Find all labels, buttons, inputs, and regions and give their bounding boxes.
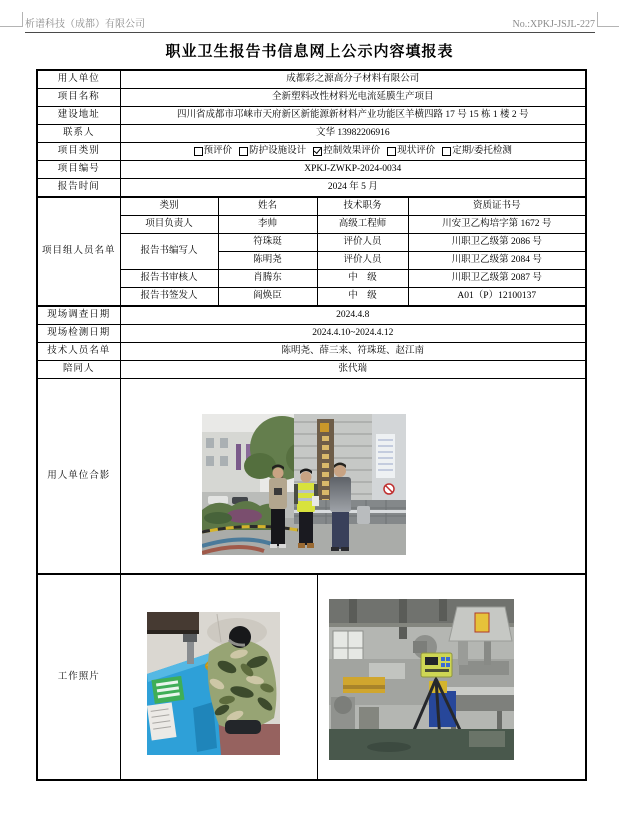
personnel-row-leader (37, 216, 586, 234)
row-work-photos (37, 574, 586, 780)
row-report-date (37, 179, 586, 198)
address-label: 建设地址 (37, 107, 120, 125)
category-option-control-effect (313, 146, 380, 157)
project-name-label: 项目名称 (37, 89, 120, 107)
checkbox-periodic-testing-label: 定期/委托检测 (452, 146, 512, 157)
checkbox-protective-design-icon (239, 147, 248, 156)
group-photo-image (202, 414, 406, 555)
checkbox-status-evaluation-icon (387, 147, 396, 156)
work-photo-right-image (329, 599, 514, 760)
category-option-protective-design (239, 146, 306, 157)
row-project-category (37, 143, 586, 161)
personnel-row-reviewer (37, 270, 586, 288)
testing-date-value: 2024.4.10~2024.4.12 (120, 325, 586, 343)
personnel-col-title: 技术职务 (317, 197, 408, 216)
header-company-name: 析谱科技（成都）有限公司 (25, 19, 145, 30)
personnel-cert: A01（P）12100137 (408, 288, 586, 307)
crop-mark-top-right-icon (597, 12, 619, 27)
work-photos-label: 工作照片 (37, 574, 120, 780)
personnel-category: 项目负责人 (120, 216, 218, 234)
personnel-cert: 川职卫乙级第 2084 号 (408, 252, 586, 270)
employer-label: 用人单位 (37, 70, 120, 89)
personnel-col-category: 类别 (120, 197, 218, 216)
report-date-label: 报告时间 (37, 179, 120, 198)
checkbox-pre-evaluation-icon (194, 147, 203, 156)
work-photo-left-image (147, 612, 280, 755)
row-contact (37, 125, 586, 143)
category-option-status-evaluation (387, 146, 435, 157)
category-checkbox-row (122, 146, 585, 157)
report-date-value: 2024 年 5 月 (120, 179, 586, 198)
address-value: 四川省成都市邛崃市天府新区新能源新材料产业功能区羊横四路 17 号 15 栋 1 楼 2 号 (120, 107, 586, 125)
project-number-value: XPKJ-ZWKP-2024-0034 (120, 161, 586, 179)
personnel-row-issuer (37, 288, 586, 307)
category-option-pre-evaluation (194, 146, 233, 157)
row-employer (37, 70, 586, 89)
employer-value: 成都彩之源高分子材料有限公司 (120, 70, 586, 89)
tech-staff-value: 陈明尧、薛三来、符珠珽、赵江南 (120, 343, 586, 361)
row-project-name (37, 89, 586, 107)
category-option-periodic-testing (442, 146, 512, 157)
project-category-value (120, 143, 586, 161)
personnel-title: 高级工程师 (317, 216, 408, 234)
checkbox-periodic-testing-icon (442, 147, 451, 156)
row-project-number (37, 161, 586, 179)
row-tech-staff (37, 343, 586, 361)
accompany-label: 陪同人 (37, 361, 120, 379)
survey-date-value: 2024.4.8 (120, 306, 586, 325)
personnel-title: 中 级 (317, 288, 408, 307)
group-photo-label: 用人单位合影 (37, 379, 120, 575)
personnel-cert: 川职卫乙级第 2086 号 (408, 234, 586, 252)
document-header (25, 13, 595, 33)
project-name-value: 全新塑料改性材料光电流延膜生产项目 (120, 89, 586, 107)
project-category-label: 项目类别 (37, 143, 120, 161)
row-accompany (37, 361, 586, 379)
header-doc-number: No.:XPKJ-JSJL-227 (512, 19, 595, 30)
crop-mark-top-left-icon (0, 12, 23, 27)
personnel-col-cert: 资质证书号 (408, 197, 586, 216)
row-address (37, 107, 586, 125)
survey-date-label: 现场调查日期 (37, 306, 120, 325)
project-number-label: 项目编号 (37, 161, 120, 179)
checkbox-control-effect-label: 控制效果评价 (323, 146, 381, 157)
work-photo-right-cell (317, 574, 586, 780)
personnel-category: 报告书编写人 (120, 234, 218, 270)
group-photo-cell (120, 379, 586, 575)
personnel-cert: 川职卫乙级第 2087 号 (408, 270, 586, 288)
checkbox-pre-evaluation-label: 预评价 (203, 146, 233, 157)
personnel-title: 评价人员 (317, 234, 408, 252)
personnel-name: 肖腾东 (218, 270, 317, 288)
page-title: 职业卫生报告书信息网上公示内容填报表 (165, 44, 454, 60)
accompany-value: 张代瑞 (120, 361, 586, 379)
contact-value: 文华 13982206916 (120, 125, 586, 143)
personnel-name: 阎焕臣 (218, 288, 317, 307)
testing-date-label: 现场检测日期 (37, 325, 120, 343)
personnel-name: 李帅 (218, 216, 317, 234)
tech-staff-label: 技术人员名单 (37, 343, 120, 361)
personnel-row-writer-1 (37, 234, 586, 252)
personnel-category: 报告书签发人 (120, 288, 218, 307)
row-group-photo (37, 379, 586, 575)
personnel-cert: 川安卫乙构培字第 1672 号 (408, 216, 586, 234)
personnel-name: 符珠珽 (218, 234, 317, 252)
personnel-category: 报告书审核人 (120, 270, 218, 288)
personnel-name: 陈明尧 (218, 252, 317, 270)
checkbox-control-effect-icon (313, 147, 322, 156)
personnel-header-row (37, 197, 586, 216)
work-photo-left-cell (120, 574, 317, 780)
checkbox-status-evaluation-label: 现状评价 (397, 146, 436, 157)
checkbox-protective-design-label: 防护设施设计 (249, 146, 307, 157)
personnel-title: 中 级 (317, 270, 408, 288)
row-testing-date (37, 325, 586, 343)
personnel-col-name: 姓名 (218, 197, 317, 216)
personnel-title: 评价人员 (317, 252, 408, 270)
row-survey-date (37, 306, 586, 325)
contact-label: 联系人 (37, 125, 120, 143)
report-info-table (36, 69, 587, 781)
personnel-group-label: 项目组人员名单 (37, 197, 120, 306)
